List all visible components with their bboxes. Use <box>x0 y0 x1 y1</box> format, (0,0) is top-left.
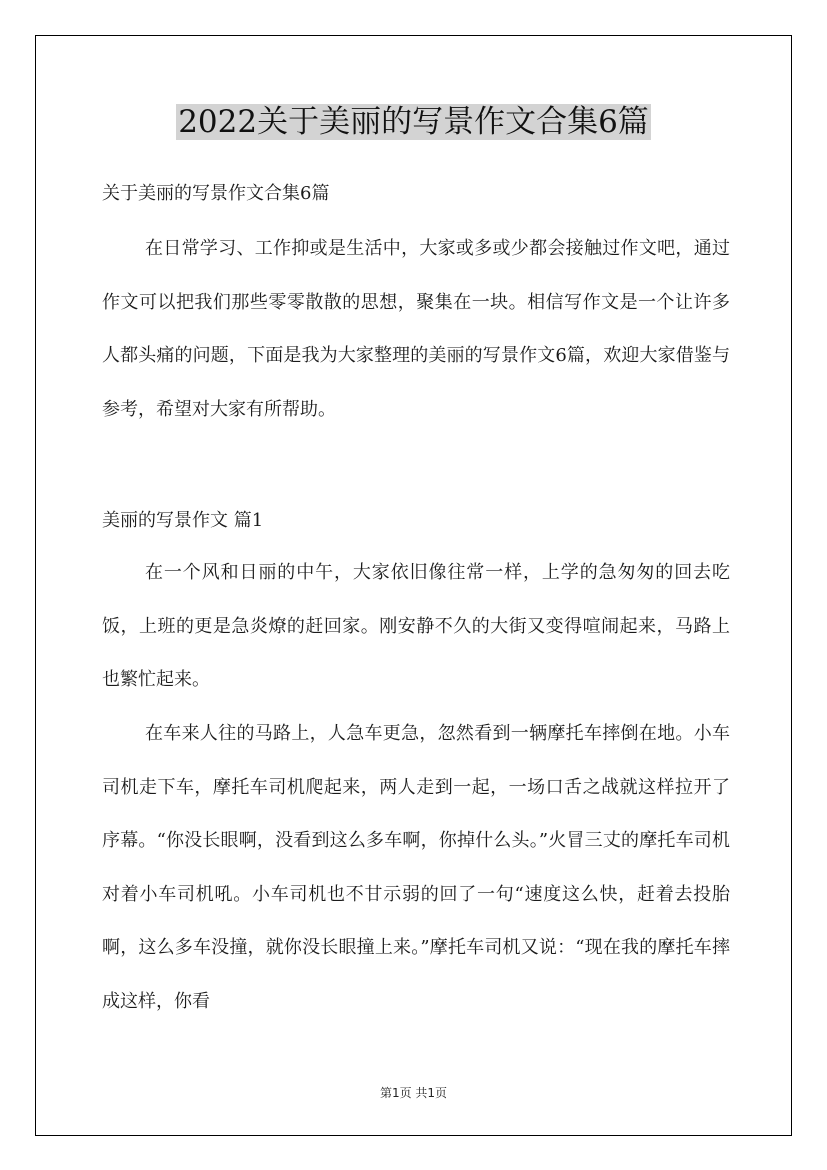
document-title: 2022关于美丽的写景作文合集6篇 <box>178 104 649 140</box>
section1-paragraph-1: 在一个风和日丽的中午，大家依旧像往常一样，上学的急匆匆的回去吃饭，上班的更是急炎燎的赶回家。刚安静不久的大街又变得喧闹起来，马路上也繁忙起来。 <box>102 562 730 690</box>
intro-paragraph: 在日常学习、工作抑或是生活中，大家或多或少都会接触过作文吧，通过作文可以把我们那些零零散散的思想，聚集在一块。相信写作文是一个让许多人都头痛的问题，下面是我为大家整理的美丽的写景作文6篇，欢迎大家借鉴与参考，希望对大家有所帮助。 <box>102 238 730 420</box>
section1-paragraph-2: 在车来人往的马路上，人急车更急，忽然看到一辆摩托车摔倒在地。小车司机走下车，摩托车司机爬起来，两人走到一起，一场口舌之战就这样拉开了序幕。“你没长眼啊，没看到这么多车啊，你掉什么头。”火冒三丈的摩托车司机对着小车司机吼。小车司机也不甘示弱的回了一句“速度这么快，赶着去投胎啊，这么多车没撞，就你没长眼撞上来。”摩托车司机又说：“现在我的摩托车摔成这样，你看 <box>102 723 730 1012</box>
section-heading-1: 美丽的写景作文 篇1 <box>102 510 264 531</box>
subtitle: 关于美丽的写景作文合集6篇 <box>102 183 330 204</box>
document-title-wrapper <box>0 103 827 141</box>
page-footer: 第1页 共1页 <box>379 1086 448 1100</box>
